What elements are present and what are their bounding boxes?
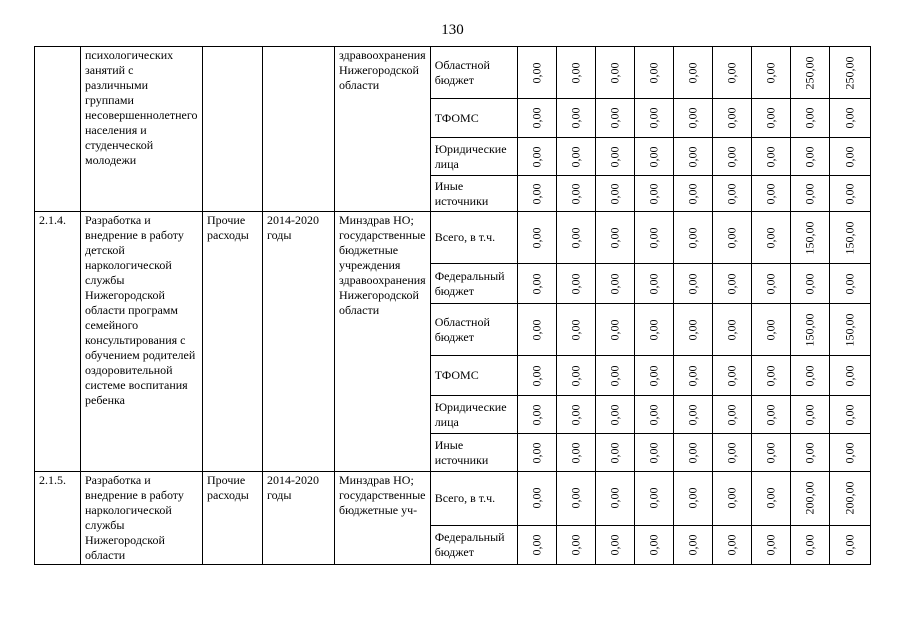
amount-value: 0,00: [607, 146, 622, 167]
amount-value: 0,00: [529, 227, 544, 248]
amount-value: 0,00: [607, 365, 622, 386]
amount-cell: [634, 264, 673, 304]
amount-cell: [673, 434, 712, 472]
amount-cell: [829, 176, 870, 212]
amount-cell: [751, 47, 790, 99]
page-number: 130: [441, 22, 464, 38]
amount-value: 0,00: [685, 319, 700, 340]
amount-cell: [673, 396, 712, 434]
amount-cell: [556, 472, 595, 526]
amount-cell: [712, 396, 751, 434]
amount-cell: [751, 264, 790, 304]
amount-value: 0,00: [724, 404, 739, 425]
amount-value: 0,00: [724, 365, 739, 386]
amount-value: 250,00: [802, 56, 817, 89]
amount-value: 0,00: [568, 146, 583, 167]
amount-value: 0,00: [646, 62, 661, 83]
amount-cell: [634, 396, 673, 434]
amount-cell: [673, 525, 712, 564]
amount-cell: [595, 434, 634, 472]
item-executor: Минздрав НО; государственные бюджетные уч-: [335, 472, 431, 565]
funding-source: Иные источники: [430, 434, 517, 472]
amount-value: 0,00: [529, 319, 544, 340]
funding-source: Областной бюджет: [430, 304, 517, 356]
amount-value: 0,00: [568, 62, 583, 83]
amount-cell: [634, 47, 673, 99]
amount-cell: [712, 212, 751, 264]
amount-cell: [751, 176, 790, 212]
amount-cell: [790, 396, 829, 434]
amount-value: 0,00: [802, 146, 817, 167]
amount-value: 150,00: [802, 313, 817, 346]
item-name: психологических занятий с различными группами несовершеннолетнего населения и студенческой молодежи: [81, 47, 203, 212]
amount-cell: [673, 47, 712, 99]
amount-value: 0,00: [685, 534, 700, 556]
amount-value: 0,00: [529, 146, 544, 167]
item-executor: здравоохранения Нижегородской области: [335, 47, 431, 212]
amount-value: 0,00: [568, 404, 583, 425]
amount-cell: [751, 434, 790, 472]
amount-cell: [634, 434, 673, 472]
amount-value: 0,00: [685, 404, 700, 425]
amount-cell: [712, 138, 751, 176]
amount-value: 0,00: [529, 107, 544, 129]
amount-cell: [556, 264, 595, 304]
amount-cell: [517, 212, 556, 264]
amount-cell: [673, 304, 712, 356]
amount-value: 0,00: [646, 273, 661, 294]
amount-cell: [790, 176, 829, 212]
amount-cell: [829, 304, 870, 356]
amount-cell: [673, 264, 712, 304]
amount-value: 0,00: [724, 183, 739, 204]
amount-value: 0,00: [646, 227, 661, 248]
amount-value: 0,00: [607, 227, 622, 248]
amount-value: 0,00: [763, 273, 778, 294]
amount-cell: [556, 434, 595, 472]
amount-value: 0,00: [685, 487, 700, 509]
amount-cell: [517, 396, 556, 434]
amount-value: 0,00: [802, 442, 817, 463]
amount-cell: [517, 472, 556, 526]
amount-cell: [517, 304, 556, 356]
amount-cell: [634, 525, 673, 564]
amount-cell: [517, 176, 556, 212]
amount-cell: [556, 304, 595, 356]
amount-value: 0,00: [568, 442, 583, 463]
amount-cell: [556, 99, 595, 138]
table-row: [35, 47, 871, 99]
amount-value: 0,00: [568, 183, 583, 204]
amount-cell: [517, 525, 556, 564]
amount-cell: [595, 264, 634, 304]
expense-type: Прочие расходы: [203, 212, 263, 472]
item-executor: Минздрав НО; государственные бюджетные учреждения здравоохранения Нижегородской области: [335, 212, 431, 472]
table-row: [35, 472, 871, 526]
amount-value: 0,00: [842, 442, 857, 463]
amount-cell: [595, 396, 634, 434]
funding-source: ТФОМС: [430, 99, 517, 138]
amount-value: 150,00: [842, 221, 857, 254]
amount-cell: [712, 525, 751, 564]
amount-value: 0,00: [568, 107, 583, 129]
amount-value: 0,00: [842, 365, 857, 386]
funding-source: Областной бюджет: [430, 47, 517, 99]
funding-source: Юридические лица: [430, 396, 517, 434]
amount-cell: [556, 356, 595, 396]
amount-cell: [751, 356, 790, 396]
amount-value: 0,00: [842, 534, 857, 556]
amount-value: 0,00: [763, 365, 778, 386]
amount-cell: [595, 47, 634, 99]
amount-value: 0,00: [607, 273, 622, 294]
amount-value: 0,00: [646, 404, 661, 425]
amount-cell: [595, 99, 634, 138]
amount-value: 0,00: [763, 442, 778, 463]
amount-value: 0,00: [763, 227, 778, 248]
amount-cell: [790, 212, 829, 264]
amount-cell: [673, 356, 712, 396]
amount-value: 0,00: [568, 273, 583, 294]
amount-value: 0,00: [529, 183, 544, 204]
amount-cell: [751, 212, 790, 264]
amount-value: 0,00: [529, 273, 544, 294]
amount-value: 0,00: [724, 227, 739, 248]
amount-cell: [829, 525, 870, 564]
amount-value: 0,00: [802, 365, 817, 386]
amount-cell: [751, 304, 790, 356]
amount-cell: [556, 396, 595, 434]
amount-cell: [673, 99, 712, 138]
amount-value: 0,00: [646, 442, 661, 463]
amount-value: 0,00: [842, 146, 857, 167]
amount-value: 0,00: [646, 146, 661, 167]
amount-cell: [634, 356, 673, 396]
funding-source: Юридические лица: [430, 138, 517, 176]
amount-value: 0,00: [685, 146, 700, 167]
amount-value: 0,00: [646, 534, 661, 556]
amount-value: 200,00: [802, 481, 817, 515]
funding-source: ТФОМС: [430, 356, 517, 396]
amount-cell: [595, 304, 634, 356]
funding-source: Федеральный бюджет: [430, 525, 517, 564]
amount-value: 200,00: [842, 481, 857, 515]
amount-cell: [673, 212, 712, 264]
item-years: 2014-2020 годы: [263, 472, 335, 565]
amount-cell: [673, 176, 712, 212]
funding-source: Всего, в т.ч.: [430, 472, 517, 526]
amount-value: 0,00: [607, 404, 622, 425]
amount-value: 0,00: [763, 319, 778, 340]
amount-cell: [634, 138, 673, 176]
amount-value: 0,00: [724, 107, 739, 129]
item-number: [35, 47, 81, 212]
amount-value: 0,00: [568, 534, 583, 556]
amount-cell: [556, 212, 595, 264]
amount-cell: [790, 138, 829, 176]
amount-cell: [595, 472, 634, 526]
amount-cell: [712, 472, 751, 526]
amount-value: 0,00: [685, 183, 700, 204]
amount-cell: [595, 525, 634, 564]
amount-cell: [829, 212, 870, 264]
amount-value: 0,00: [607, 487, 622, 509]
amount-value: 0,00: [763, 62, 778, 83]
amount-value: 0,00: [529, 487, 544, 509]
amount-cell: [829, 356, 870, 396]
amount-cell: [712, 434, 751, 472]
amount-value: 0,00: [724, 319, 739, 340]
amount-cell: [517, 264, 556, 304]
amount-cell: [790, 99, 829, 138]
amount-value: 0,00: [607, 62, 622, 83]
amount-cell: [790, 304, 829, 356]
item-years: [263, 47, 335, 212]
amount-cell: [751, 525, 790, 564]
amount-cell: [829, 99, 870, 138]
budget-table: [34, 46, 871, 565]
amount-value: 0,00: [646, 365, 661, 386]
amount-cell: [712, 47, 751, 99]
amount-cell: [517, 356, 556, 396]
amount-value: 0,00: [763, 487, 778, 509]
amount-cell: [829, 396, 870, 434]
amount-value: 0,00: [802, 273, 817, 294]
amount-value: 0,00: [646, 487, 661, 509]
amount-value: 0,00: [646, 319, 661, 340]
item-number: 2.1.4.: [35, 212, 81, 472]
amount-value: 0,00: [646, 107, 661, 129]
amount-value: 0,00: [685, 107, 700, 129]
amount-cell: [556, 47, 595, 99]
amount-cell: [634, 212, 673, 264]
amount-cell: [790, 434, 829, 472]
amount-value: 0,00: [802, 404, 817, 425]
amount-cell: [751, 396, 790, 434]
amount-value: 0,00: [724, 273, 739, 294]
amount-cell: [517, 47, 556, 99]
amount-cell: [829, 138, 870, 176]
amount-value: 0,00: [724, 534, 739, 556]
amount-value: 0,00: [763, 534, 778, 556]
amount-value: 0,00: [529, 365, 544, 386]
item-number: 2.1.5.: [35, 472, 81, 565]
amount-cell: [517, 99, 556, 138]
amount-cell: [751, 472, 790, 526]
amount-value: 0,00: [763, 146, 778, 167]
amount-cell: [634, 99, 673, 138]
item-years: 2014-2020 годы: [263, 212, 335, 472]
amount-value: 0,00: [763, 183, 778, 204]
amount-cell: [712, 264, 751, 304]
amount-cell: [712, 304, 751, 356]
funding-source: Всего, в т.ч.: [430, 212, 517, 264]
funding-source: Иные источники: [430, 176, 517, 212]
amount-value: 0,00: [842, 273, 857, 294]
amount-cell: [673, 472, 712, 526]
amount-value: 0,00: [842, 404, 857, 425]
amount-cell: [712, 356, 751, 396]
amount-cell: [829, 434, 870, 472]
amount-value: 0,00: [607, 107, 622, 129]
amount-value: 0,00: [763, 404, 778, 425]
amount-value: 0,00: [568, 365, 583, 386]
amount-cell: [829, 47, 870, 99]
amount-cell: [712, 176, 751, 212]
amount-value: 150,00: [802, 221, 817, 254]
amount-value: 0,00: [568, 487, 583, 509]
amount-value: 0,00: [724, 442, 739, 463]
amount-cell: [634, 472, 673, 526]
amount-value: 0,00: [802, 183, 817, 204]
amount-cell: [673, 138, 712, 176]
amount-cell: [829, 472, 870, 526]
amount-value: 0,00: [607, 442, 622, 463]
expense-type: Прочие расходы: [203, 472, 263, 565]
amount-cell: [556, 138, 595, 176]
amount-cell: [634, 176, 673, 212]
amount-value: 0,00: [685, 365, 700, 386]
amount-value: 0,00: [568, 319, 583, 340]
amount-value: 0,00: [724, 146, 739, 167]
amount-cell: [517, 138, 556, 176]
amount-value: 0,00: [802, 534, 817, 556]
amount-value: 0,00: [646, 183, 661, 204]
amount-cell: [595, 212, 634, 264]
amount-cell: [517, 434, 556, 472]
amount-value: 0,00: [842, 107, 857, 129]
amount-value: 0,00: [685, 227, 700, 248]
amount-value: 0,00: [685, 273, 700, 294]
amount-cell: [790, 47, 829, 99]
amount-value: 0,00: [529, 404, 544, 425]
item-name: Разработка и внедрение в работу детской наркологической службы Нижегородской области программ семейного консультирования с обучением родителей оздоровительной системе воспитания ребенка: [81, 212, 203, 472]
amount-cell: [790, 264, 829, 304]
amount-cell: [790, 472, 829, 526]
amount-cell: [712, 99, 751, 138]
amount-cell: [556, 176, 595, 212]
amount-value: 0,00: [568, 227, 583, 248]
amount-cell: [790, 356, 829, 396]
amount-cell: [751, 99, 790, 138]
amount-cell: [634, 304, 673, 356]
amount-cell: [595, 138, 634, 176]
amount-cell: [751, 138, 790, 176]
amount-value: 0,00: [529, 442, 544, 463]
amount-value: 0,00: [842, 183, 857, 204]
funding-source: Федеральный бюджет: [430, 264, 517, 304]
amount-cell: [829, 264, 870, 304]
amount-value: 0,00: [607, 534, 622, 556]
amount-value: 0,00: [607, 319, 622, 340]
amount-cell: [595, 356, 634, 396]
amount-value: 0,00: [802, 107, 817, 129]
amount-value: 0,00: [763, 107, 778, 129]
amount-cell: [595, 176, 634, 212]
table-row: [35, 212, 871, 264]
amount-value: 0,00: [607, 183, 622, 204]
amount-value: 0,00: [724, 487, 739, 509]
amount-value: 150,00: [842, 313, 857, 346]
expense-type: [203, 47, 263, 212]
amount-value: 0,00: [529, 534, 544, 556]
amount-cell: [556, 525, 595, 564]
amount-value: 0,00: [685, 62, 700, 83]
amount-value: 0,00: [685, 442, 700, 463]
amount-value: 0,00: [529, 62, 544, 83]
item-name: Разработка и внедрение в работу наркологической службы Нижегородской области: [81, 472, 203, 565]
amount-value: 250,00: [842, 56, 857, 89]
amount-value: 0,00: [724, 62, 739, 83]
amount-cell: [790, 525, 829, 564]
